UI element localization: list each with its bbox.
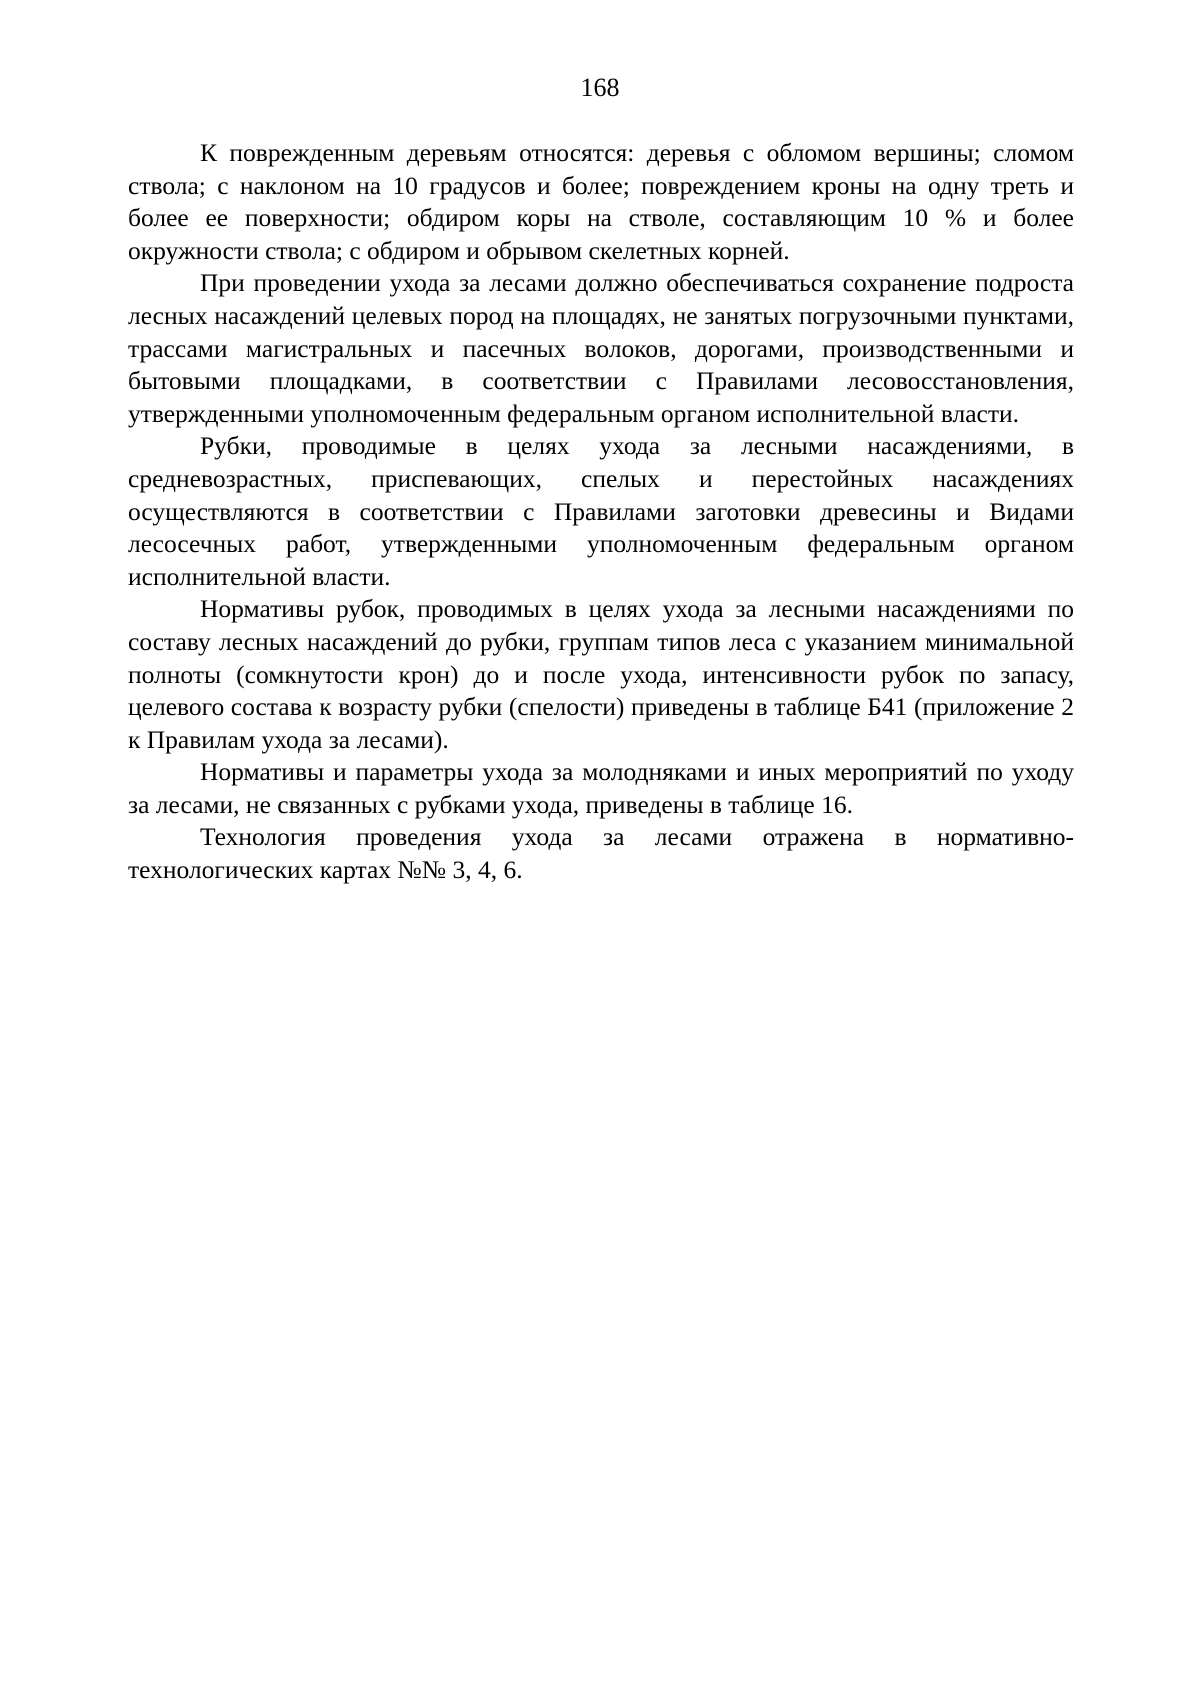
paragraph-felling-rules: Рубки, проводимые в целях ухода за лесными насаждениями, в средневозрастных, приспевающих, спелых и перестойных насаждениях осуществляются в соответствии с Правилами заготовки древесины и Видами лесосечных работ, утвержденными уполномоченным федеральным органом исполнительной власти. <box>128 431 1074 591</box>
paragraph-young-stand-care: Нормативы и параметры ухода за молодняками и иных мероприятий по уходу за лесами, не связанных с рубками ухода, приведены в таблице 16. <box>128 757 1074 819</box>
document-body <box>128 137 1074 887</box>
paragraph-damaged-trees: К поврежденным деревьям относятся: деревья с обломом вершины; сломом ствола; с наклоном на 10 градусов и более; повреждением кроны на одну треть и более ее поверхности; обдиром коры на стволе, составляющим 10 % и более окружности ствола; с обдиром и обрывом скелетных корней. <box>128 138 1074 265</box>
paragraph-felling-norms: Нормативы рубок, проводимых в целях ухода за лесными насаждениями по составу лесных насаждений до рубки, группам типов леса с указанием минимальной полноты (сомкнутости крон) до и после ухода, интенсивности рубок по запасу, целевого состава к возрасту рубки (спелости) приведены в таблице Б41 (приложение 2 к Правилам ухода за лесами). <box>128 594 1074 754</box>
paragraph-technology-maps: Технология проведения ухода за лесами отражена в нормативно-технологических картах №№ 3, 4, 6. <box>128 822 1074 885</box>
paragraph-undergrowth-preservation: При проведении ухода за лесами должно обеспечиваться сохранение подроста лесных насаждений целевых пород на площадях, не занятых погрузочными пунктами, трассами магистральных и пасечных волоков, дорогами, производственными и бытовыми площадками, в соответствии с Правилами лесовосстановления, утвержденными уполномоченным федеральным органом исполнительной власти. <box>128 268 1074 428</box>
page-number: 168 <box>580 73 620 102</box>
